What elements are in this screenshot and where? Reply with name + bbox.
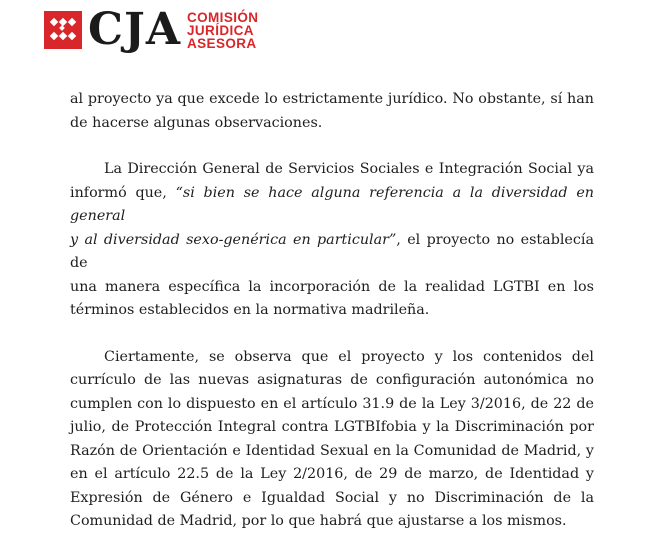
quoted-text: y al diversidad sexo-genérica en particular” <box>70 231 397 248</box>
text-line <box>70 182 594 229</box>
cja-logotype: CJA <box>88 4 181 55</box>
paragraph-2 <box>70 158 594 323</box>
madrid-flag-logo <box>44 11 82 49</box>
text-line: Comunidad de Madrid, por lo que habrá que ajustarse a los mismos. <box>70 513 567 529</box>
organization-name <box>187 11 258 50</box>
text-line: currículo de las nuevas asignaturas de configuración autonómica no <box>70 372 594 388</box>
text-line: de hacerse algunas observaciones. <box>70 114 323 131</box>
paragraph-3 <box>70 346 594 534</box>
paragraph-1 <box>70 88 594 135</box>
text-line: al proyecto ya que excede lo estrictamente jurídico. No obstante, sí han <box>70 91 594 107</box>
text-line: Ciertamente, se observa que el proyecto y los contenidos del <box>104 348 594 365</box>
letterhead <box>44 4 259 55</box>
text-run: , el proyecto no establecía de <box>70 231 594 271</box>
text-line: una manera específica la incorporación de la realidad LGTBI en los <box>70 278 594 295</box>
text-line: Expresión de Género e Igualdad Social y no Discriminación de la <box>70 489 594 506</box>
org-line-3: ASESORA <box>186 35 257 51</box>
text-line: Razón de Orientación e Identidad Sexual en la Comunidad de Madrid, y <box>70 442 594 459</box>
text-line: en el artículo 22.5 de la Ley 2/2016, de 29 de marzo, de Identidad y <box>70 466 594 482</box>
org-line-2: JURÍDICA <box>186 22 254 38</box>
text-line <box>70 229 594 276</box>
quoted-text: “si bien se hace alguna referencia a la diversidad en general <box>70 184 594 224</box>
text-line: La Dirección General de Servicios Sociales e Integración Social ya <box>104 161 594 177</box>
text-line: cumplen con lo dispuesto en el artículo 31.9 de la Ley 3/2016, de 22 de <box>70 395 594 412</box>
document-body <box>70 88 594 557</box>
text-run: informó que, <box>70 184 176 201</box>
text-line: términos establecidos en la normativa madrileña. <box>70 302 430 318</box>
org-line-1: COMISIÓN <box>186 9 259 25</box>
text-line: julio, de Protección Integral contra LGTBIfobia y la Discriminación por <box>70 419 594 435</box>
